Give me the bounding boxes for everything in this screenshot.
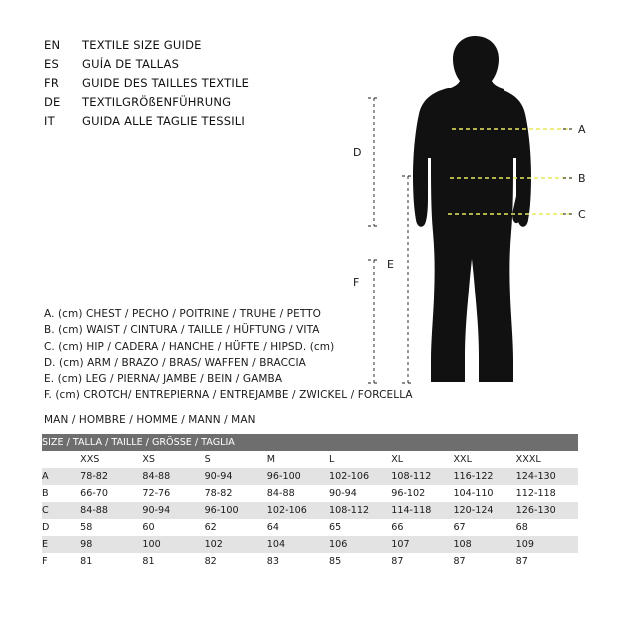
- cell: 68: [516, 519, 578, 536]
- language-code: IT: [44, 114, 55, 128]
- table-title-row: [42, 434, 578, 451]
- cell: 81: [80, 553, 142, 570]
- column-header-l: L: [329, 451, 391, 468]
- cell: 109: [516, 536, 578, 553]
- cell: 96-100: [205, 502, 267, 519]
- cell: 102: [205, 536, 267, 553]
- language-title: TEXTILE SIZE GUIDE: [82, 38, 202, 52]
- cell: 100: [142, 536, 204, 553]
- language-code: DE: [44, 95, 61, 109]
- marker-label-a: A: [578, 123, 586, 136]
- column-header-m: M: [267, 451, 329, 468]
- language-title: GUIDA ALLE TAGLIE TESSILI: [82, 114, 246, 128]
- cell: 106: [329, 536, 391, 553]
- cell: 87: [391, 553, 453, 570]
- row-label: B: [42, 485, 80, 502]
- marker-label-b: B: [578, 172, 586, 185]
- cell: 90-94: [329, 485, 391, 502]
- cell: 64: [267, 519, 329, 536]
- cell: 66: [391, 519, 453, 536]
- cell: 107: [391, 536, 453, 553]
- row-label: C: [42, 502, 80, 519]
- cell: 87: [453, 553, 515, 570]
- marker-label-f: F: [353, 276, 360, 289]
- column-header-xl: XL: [391, 451, 453, 468]
- table-column-header-row: [42, 451, 578, 468]
- row-label: A: [42, 468, 80, 485]
- cell: 96-100: [267, 468, 329, 485]
- legend-line-c: C. (cm) HIP / CADERA / HANCHE / HÜFTE / HIPSD. (cm): [44, 340, 335, 353]
- column-header-s: S: [205, 451, 267, 468]
- cell: 84-88: [142, 468, 204, 485]
- legend-line-b: B. (cm) WAIST / CINTURA / TAILLE / HÜFTUNG / VITA: [44, 324, 320, 337]
- language-title: TEXTILGRÖßENFÜHRUNG: [82, 95, 232, 109]
- row-label: F: [42, 553, 80, 570]
- cell: 85: [329, 553, 391, 570]
- cell: 78-82: [205, 485, 267, 502]
- table-row: [42, 553, 578, 570]
- language-title: GUIDE DES TAILLES TEXTILE: [82, 76, 250, 90]
- cell: 108-112: [329, 502, 391, 519]
- cell: 98: [80, 536, 142, 553]
- table-row: [42, 536, 578, 553]
- cell: 82: [205, 553, 267, 570]
- cell: 78-82: [80, 468, 142, 485]
- cell: 62: [205, 519, 267, 536]
- cell: 72-76: [142, 485, 204, 502]
- row-label: D: [42, 519, 80, 536]
- legend-line-e: E. (cm) LEG / PIERNA/ JAMBE / BEIN / GAMBA: [44, 373, 283, 386]
- table-row: [42, 502, 578, 519]
- cell: 126-130: [516, 502, 578, 519]
- language-code: ES: [44, 57, 59, 71]
- cell: 124-130: [516, 468, 578, 485]
- cell: 114-118: [391, 502, 453, 519]
- cell: 112-118: [516, 485, 578, 502]
- cell: 120-124: [453, 502, 515, 519]
- cell: 67: [453, 519, 515, 536]
- cell: 84-88: [267, 485, 329, 502]
- cell: 58: [80, 519, 142, 536]
- language-code: FR: [44, 76, 60, 90]
- column-header-xxs: XXS: [80, 451, 142, 468]
- cell: 108-112: [391, 468, 453, 485]
- size-table: [42, 434, 578, 570]
- cell: 87: [516, 553, 578, 570]
- table-row: [42, 485, 578, 502]
- cell: 81: [142, 553, 204, 570]
- cell: 104: [267, 536, 329, 553]
- size-table-wrapper: [42, 434, 578, 570]
- table-title: SIZE / TALLA / TAILLE / GRÖSSE / TAGLIA: [42, 434, 578, 451]
- language-title: GUÍA DE TALLAS: [82, 57, 180, 71]
- row-label: E: [42, 536, 80, 553]
- cell: 96-102: [391, 485, 453, 502]
- legend-line-d: D. (cm) ARM / BRAZO / BRAS/ WAFFEN / BRACCIA: [44, 356, 306, 369]
- column-header-xs: XS: [142, 451, 204, 468]
- legend-line-f: F. (cm) CROTCH/ ENTREPIERNA / ENTREJAMBE / ZWICKEL / FORCELLA: [44, 389, 413, 402]
- cell: 102-106: [267, 502, 329, 519]
- cell: 104-110: [453, 485, 515, 502]
- cell: 84-88: [80, 502, 142, 519]
- body-figure: [330, 28, 600, 428]
- male-silhouette-icon: [413, 36, 531, 382]
- marker-label-c: C: [578, 208, 586, 221]
- column-header-xxxl: XXXL: [516, 451, 578, 468]
- cell: 116-122: [453, 468, 515, 485]
- cell: 83: [267, 553, 329, 570]
- legend-gender: MAN / HOMBRE / HOMME / MANN / MAN: [44, 413, 256, 426]
- column-header-xxl: XXL: [453, 451, 515, 468]
- cell: 60: [142, 519, 204, 536]
- cell: 90-94: [142, 502, 204, 519]
- table-row: [42, 468, 578, 485]
- language-code: EN: [44, 38, 61, 52]
- cell: 108: [453, 536, 515, 553]
- cell: 66-70: [80, 485, 142, 502]
- cell: 65: [329, 519, 391, 536]
- cell: 102-106: [329, 468, 391, 485]
- legend-line-a: A. (cm) CHEST / PECHO / POITRINE / TRUHE / PETTO: [44, 308, 322, 320]
- marker-label-e: E: [387, 258, 394, 271]
- column-header: [42, 451, 80, 468]
- marker-label-d: D: [353, 146, 362, 159]
- table-row: [42, 519, 578, 536]
- cell: 90-94: [205, 468, 267, 485]
